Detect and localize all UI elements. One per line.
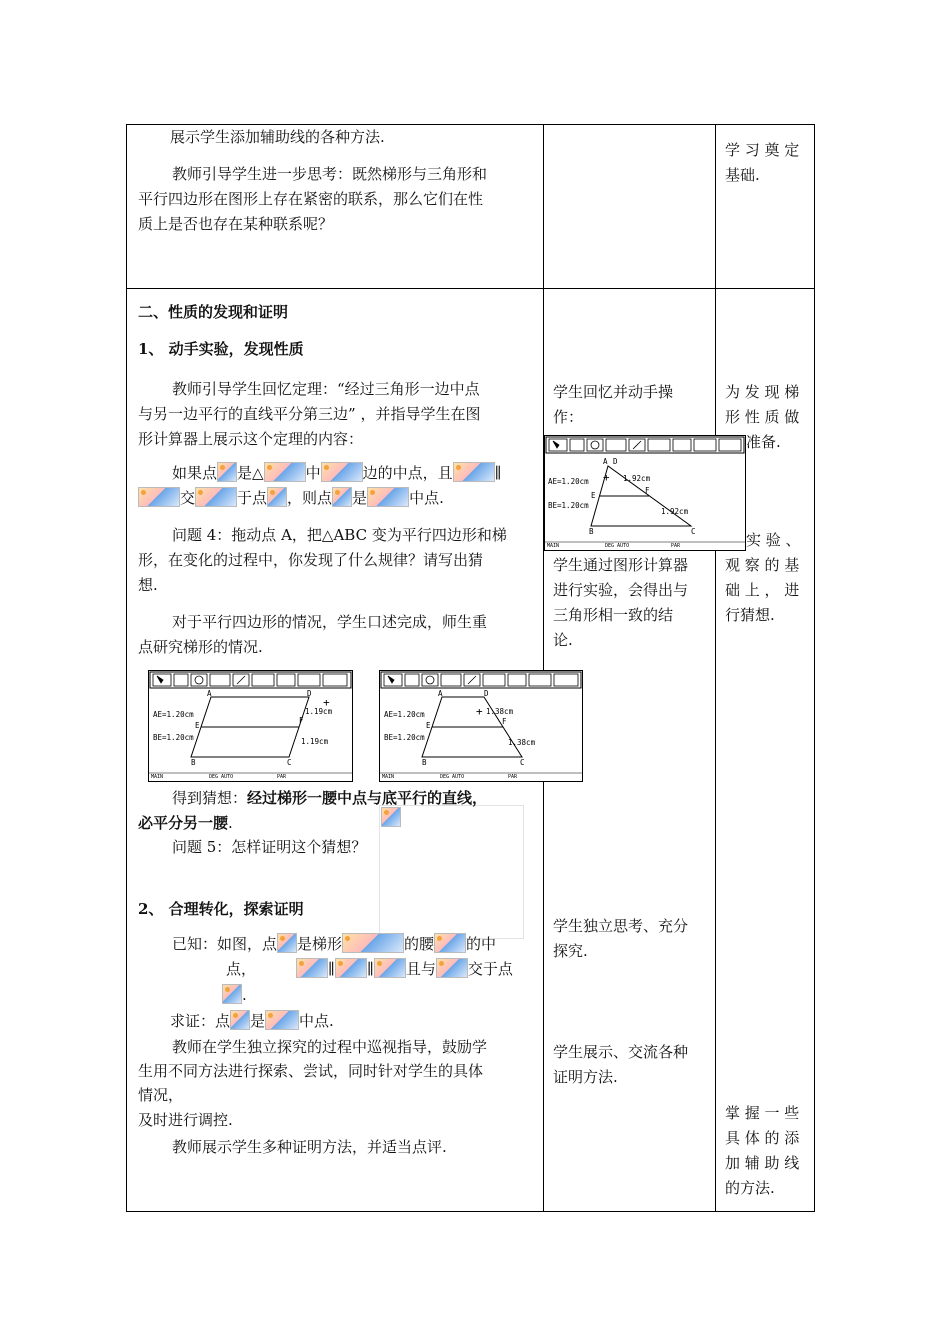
col2-a-line2: 作： (553, 408, 584, 426)
subsection-2: 2、 合理转化，探索证明 (138, 900, 304, 918)
row1-p1: 展示学生添加辅助线的各种方法. (170, 128, 385, 146)
measure-ae: AE=1.20cm (548, 477, 589, 486)
theorem-line2: 交 于点 ，则点 是 中点. (138, 486, 444, 510)
formula-image (332, 487, 352, 507)
known-line3: . (222, 983, 247, 1007)
point-label: E (591, 491, 596, 500)
formula-image (321, 462, 363, 482)
cursor-plus: + (476, 705, 483, 718)
col3-c-line3: 加 辅 助 线 (725, 1154, 800, 1172)
p5: 教师展示学生多种证明方法，并适当点评. (172, 1138, 447, 1156)
p1-line3: 形计算器上展示这个定理的内容： (138, 430, 364, 448)
col3-b-line4: 行猜想. (725, 606, 775, 624)
measure-be: BE=1.20cm (384, 733, 425, 742)
q4-line1: 问题 4：拖动点 A，把△ABC 变为平行四边形和梯 (172, 526, 507, 544)
col3-b-line2: 观 察 的 基 (725, 556, 800, 574)
measure-ae: AE=1.20cm (153, 710, 194, 719)
formula-image (335, 958, 367, 978)
status-mode: DEG AUTO (440, 774, 465, 780)
measure-fc: 1.19cm (301, 737, 329, 746)
theorem-line1: 如果点 是△ 中 边的中点，且 ∥ (172, 464, 502, 482)
col-divider-1 (543, 125, 544, 1211)
measure-df: 1.38cm (486, 707, 514, 716)
point-label: C (287, 758, 292, 767)
formula-image (367, 487, 409, 507)
p3-line1: 对于平行四边形的情况，学生口述完成，师生重 (172, 613, 488, 631)
conjecture-line1: 得到猜想：经过梯形一腰中点与底平行的直线， (172, 789, 488, 807)
col3-c-line1: 掌 握 一 些 (725, 1104, 800, 1122)
p4-line1: 教师在学生独立探究的过程中巡视指导，鼓励学 (172, 1038, 488, 1056)
cursor-plus: + (603, 471, 610, 484)
status-mode: DEG AUTO (209, 774, 234, 780)
col2-a-line1: 学生回忆并动手操 (553, 383, 674, 401)
measure-ae: AE=1.20cm (384, 710, 425, 719)
formula-image (436, 958, 468, 978)
subsection-1: 1、 动手实验，发现性质 (138, 340, 304, 358)
calc-toolbar (150, 672, 351, 688)
formula-image (265, 1010, 299, 1030)
col2-d-line2: 证明方法. (553, 1068, 618, 1086)
known-line2: 点， ∥ ∥ 且与 交于点 (226, 960, 513, 978)
col3-b-line1: 实 验 、 (746, 531, 801, 549)
point-label: B (422, 758, 427, 767)
point-label: C (520, 758, 525, 767)
point-label: A (438, 689, 443, 698)
parallelogram-figure (191, 697, 309, 757)
formula-image (434, 933, 466, 953)
known-line1: 已知：如图，点 是梯形 的腰 的中 (172, 935, 497, 953)
point-label: E (195, 721, 200, 730)
measure-be: BE=1.20cm (548, 501, 589, 510)
status-main: MAIN (382, 774, 395, 780)
point-label: B (589, 527, 594, 536)
measure-df: 1.92cm (623, 474, 651, 483)
point-label: A (207, 689, 212, 698)
conjecture-line2: 必平分另一腰. (138, 814, 233, 832)
p4-line4: 及时进行调控. (138, 1111, 233, 1129)
point-label: F (645, 486, 650, 495)
col2-c-line1: 学生独立思考、充分 (553, 917, 689, 935)
row-divider (127, 288, 814, 289)
col2-c-line2: 探究. (553, 942, 588, 960)
col2-b-line3: 三角形相一致的结 (553, 606, 674, 624)
p3-line2: 点研究梯形的情况. (138, 638, 263, 656)
status-main: MAIN (151, 774, 164, 780)
measure-fc: 1.92cm (661, 507, 689, 516)
formula-image (217, 462, 237, 482)
status-par: PAR (508, 774, 518, 780)
row1-p2-line2: 平行四边形在图形上存在紧密的联系，那么它们在性 (138, 190, 484, 208)
formula-image (138, 487, 180, 507)
q5: 问题 5：怎样证明这个猜想？ (172, 838, 367, 856)
p1-line1: 教师引导学生回忆定理：“经过三角形一边中点 (172, 380, 480, 398)
formula-image (453, 462, 495, 482)
formula-image (264, 462, 306, 482)
q4-line2: 形，在变化的过程中，你发现了什么规律？请写出猜 (138, 551, 484, 569)
q4-line3: 想. (138, 576, 158, 594)
point-label: C (691, 527, 696, 536)
formula-image (277, 933, 297, 953)
point-label: B (191, 758, 196, 767)
p1-line2: 与另一边平行的直线平分第三边” ，并指导学生在图 (138, 405, 481, 423)
formula-image (296, 958, 328, 978)
point-label: F (502, 717, 507, 726)
measure-be: BE=1.20cm (153, 733, 194, 742)
p4-line2: 生用不同方法进行探索、尝试，同时针对学生的具体 (138, 1062, 484, 1080)
col3-b-line3: 础 上 ， 进 (725, 581, 800, 599)
point-label: D (484, 689, 489, 698)
col3-a-line1: 为 发 现 梯 (725, 383, 800, 401)
measure-fc: 1.38cm (508, 738, 536, 747)
cursor-plus: + (323, 696, 330, 709)
broken-image (381, 807, 401, 827)
formula-image (374, 958, 406, 978)
section-heading: 二、性质的发现和证明 (138, 303, 289, 321)
col-divider-2 (715, 125, 716, 1211)
col2-b-line2: 进行实验，会得出与 (553, 581, 689, 599)
status-mode: DEG AUTO (605, 543, 630, 549)
row1-col3-line1: 学 习 奠 定 (725, 141, 800, 159)
p4-line3: 情况， (138, 1086, 184, 1104)
formula-image (267, 487, 287, 507)
row1-col3-line2: 基础. (725, 166, 760, 184)
calculator-screen-parallelogram (148, 670, 353, 782)
calculator-screen-triangle (544, 435, 746, 551)
formula-image (342, 933, 404, 953)
col2-b-line1: 学生通过图形计算器 (553, 556, 689, 574)
formula-image (230, 1010, 250, 1030)
col3-c-line4: 的方法. (725, 1179, 775, 1197)
status-par: PAR (277, 774, 287, 780)
point-label: A (603, 457, 608, 466)
col3-a-line3: 准备. (746, 433, 781, 451)
prove-line: 求证：点 是 中点. (170, 1012, 334, 1030)
status-par: PAR (671, 543, 681, 549)
col2-b-line4: 论. (553, 631, 573, 649)
formula-image (195, 487, 237, 507)
row1-p2-line1: 教师引导学生进一步思考：既然梯形与三角形和 (172, 165, 488, 183)
calculator-screen-trapezoid (379, 670, 583, 782)
col3-c-line2: 具 体 的 添 (725, 1129, 800, 1147)
trapezoid-figure (422, 697, 522, 757)
measure-df: 1.19cm (305, 707, 333, 716)
row1-p2-line3: 质上是否也存在某种联系呢？ (138, 215, 334, 233)
col2-d-line1: 学生展示、交流各种 (553, 1043, 689, 1061)
point-label: D (307, 689, 312, 698)
point-label: E (426, 721, 431, 730)
point-label: D (613, 457, 618, 466)
col3-a-line2: 形 性 质 做 (725, 408, 800, 426)
status-main: MAIN (547, 543, 560, 549)
point-label: F (299, 716, 304, 725)
formula-image (222, 984, 242, 1004)
